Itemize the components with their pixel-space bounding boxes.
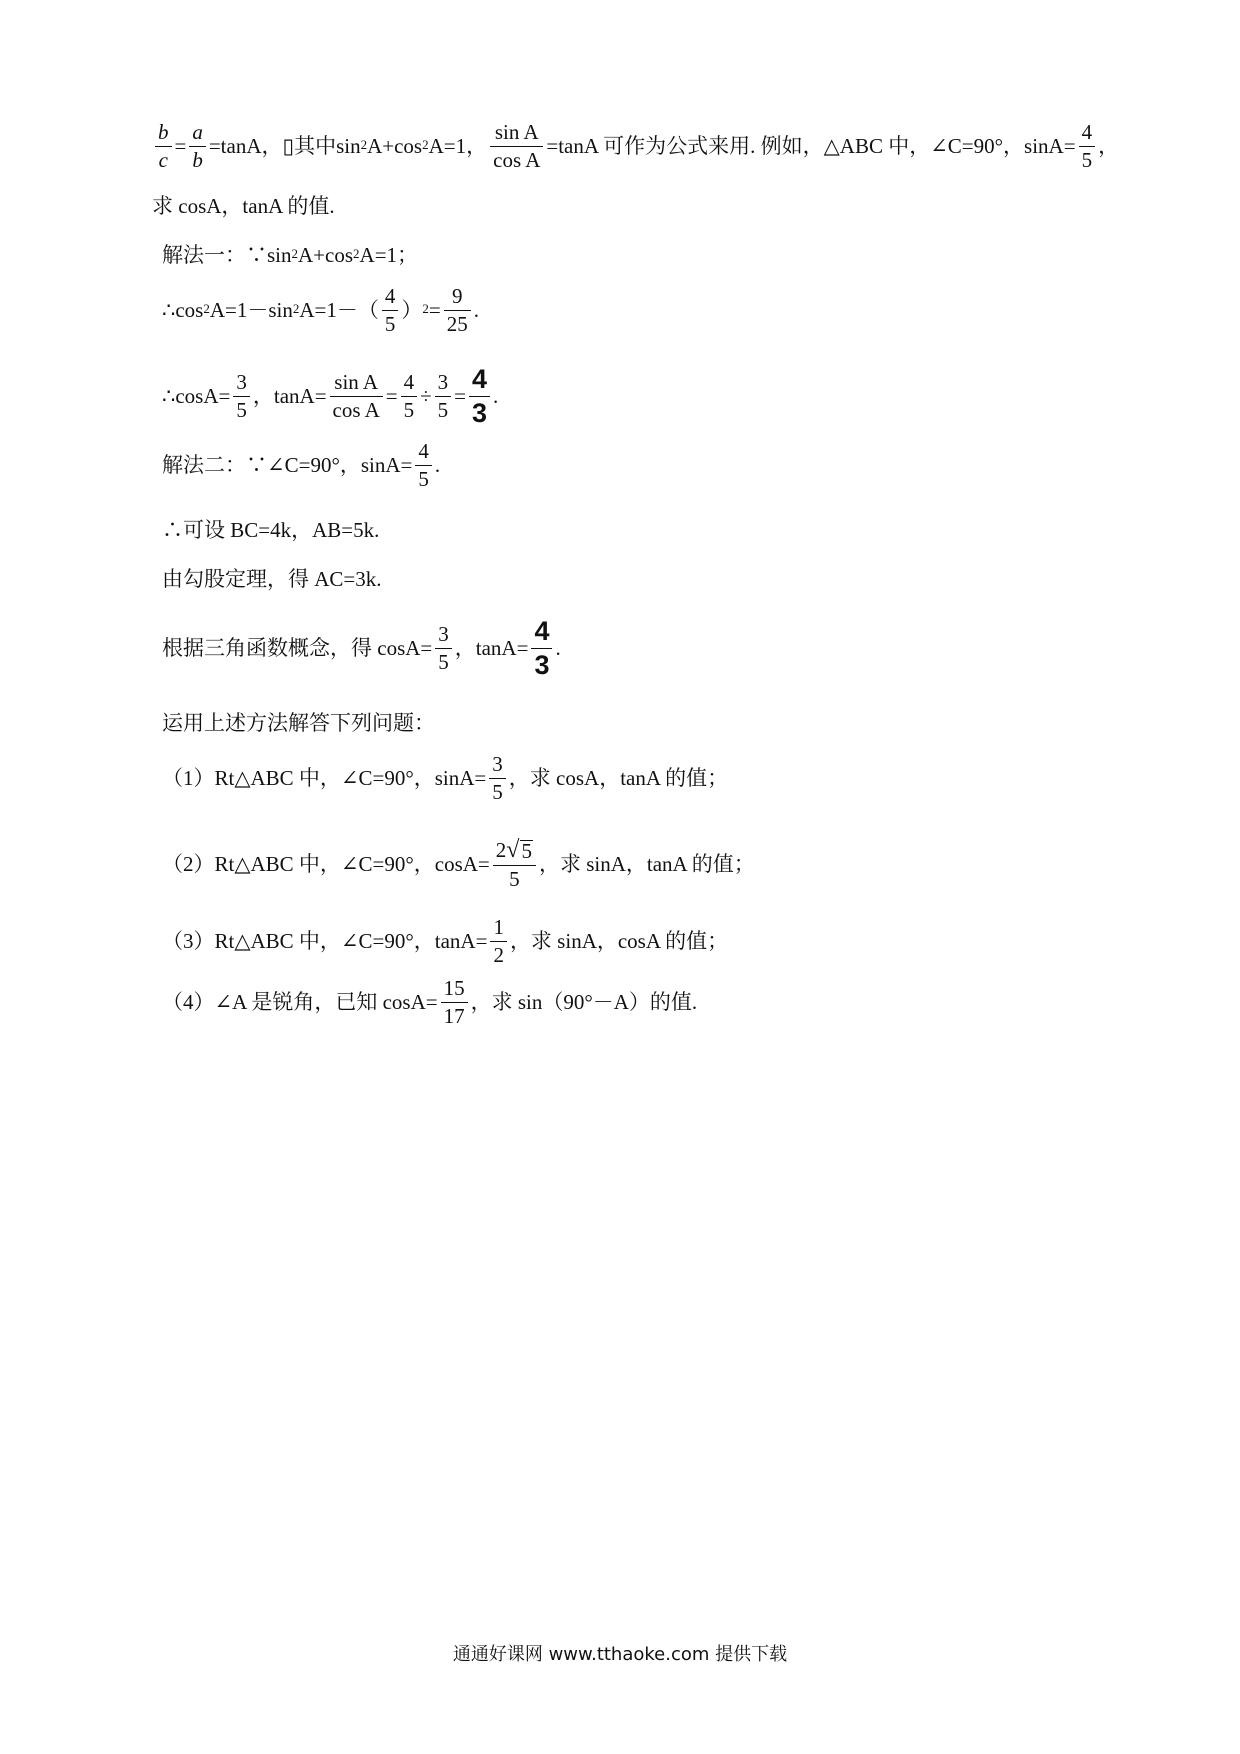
fraction-sin-over-cos: $\frac{\text{sin A}}{\text{cos A}}$ [330, 372, 383, 421]
fraction-15-over-17: $\frac{15}{17}$ [441, 978, 468, 1027]
intro-line-2: 求 cosA，tanA 的值. [152, 194, 335, 218]
fraction-2-root5-over-5: 2 √ 5 5 [493, 838, 536, 890]
solution1-line-1: 解法一：∵sin $^2$ A+cos $^2$ A=1； [162, 243, 419, 267]
square-root-sign: √ 5 [506, 837, 532, 863]
solution2-line-1: 解法二：∵∠C=90°，sinA= $\frac{4}{5}$ . [162, 439, 441, 491]
fraction-3-over-5: $\frac{3}{5}$ [233, 372, 250, 421]
solution1-line-2: ∴cos $^2$ A=1－sin $^2$ A=1－（ $\frac{4}{5}$ ） $^2$ = $\frac{9}{25}$ . [162, 284, 479, 336]
fraction-4-over-5: $\frac{4}{5}$ [401, 372, 418, 421]
page-footer: 通通好课网 www.tthaoke.com 提供下载 [452, 1644, 788, 1665]
fraction-4-over-5: $\frac{4}{5}$ [1079, 122, 1096, 171]
fraction-9-over-25: $\frac{9}{25}$ [444, 286, 471, 335]
fraction-4-over-3-bold: $\frac{4}{3}$ [531, 618, 552, 679]
fraction-3-over-5: $\frac{3}{5}$ [489, 754, 506, 803]
fraction-3-over-5: $\frac{3}{5}$ [435, 624, 452, 673]
solution2-line-3: 由勾股定理，得 AC=3k. [162, 567, 382, 591]
solution2-line-2: ∴可设 BC=4k，AB=5k. [162, 518, 380, 542]
question-1: （1）Rt△ABC 中，∠C=90°，sinA= $\frac{3}{5}$ ，求 cosA，tanA 的值； [162, 752, 729, 804]
intro-line-1: $\frac{b}{c}$ = $\frac{a}{b}$ =tanA， ▯ 其中sin $^2$ A+cos $^2$ A=1， $\frac{\text{sin A}}{\text{cos A}}$ =tanA 可作为公式来用. 例如，△ABC 中，∠C=90°，sinA= $\frac{4}{5}$ ， [152, 122, 1119, 171]
fraction-sin-over-cos: $\frac{\text{sin A}}{\text{cos A}}$ [490, 122, 543, 171]
solution2-line-4: 根据三角函数概念，得 cosA= $\frac{3}{5}$ ，tanA= $\frac{4}{3}$ . [162, 616, 561, 680]
fraction-4-over-5: $\frac{4}{5}$ [415, 441, 432, 490]
task-instruction: 运用上述方法解答下列问题： [162, 711, 435, 735]
question-4: （4）∠A 是锐角，已知 cosA= $\frac{15}{17}$ ，求 sin（90°－A）的值. [162, 976, 698, 1028]
fraction-3-over-5: $\frac{3}{5}$ [435, 372, 452, 421]
solution1-line-3: ∴cosA= $\frac{3}{5}$ ，tanA= $\frac{\text{sin A}}{\text{cos A}}$ = $\frac{4}{5}$ ÷ $\frac{3}{5}$ = $\frac{4}{3}$ . [162, 364, 499, 428]
placeholder-box-glyph: ▯ [282, 134, 295, 158]
fraction-1-over-2: $\frac{1}{2}$ [490, 917, 507, 966]
fraction-a-over-b: $\frac{a}{b}$ [189, 122, 206, 171]
fraction-b-over-c: $\frac{b}{c}$ [155, 122, 172, 171]
fraction-4-over-5: $\frac{4}{5}$ [382, 286, 399, 335]
question-3: （3）Rt△ABC 中，∠C=90°，tanA= $\frac{1}{2}$ ，求 sinA，cosA 的值； [162, 915, 729, 967]
question-2: （2）Rt△ABC 中，∠C=90°，cosA= 2 √ 5 5 ，求 sinA，tanA 的值； [162, 837, 755, 891]
fraction-4-over-3-bold: $\frac{4}{3}$ [469, 366, 490, 427]
